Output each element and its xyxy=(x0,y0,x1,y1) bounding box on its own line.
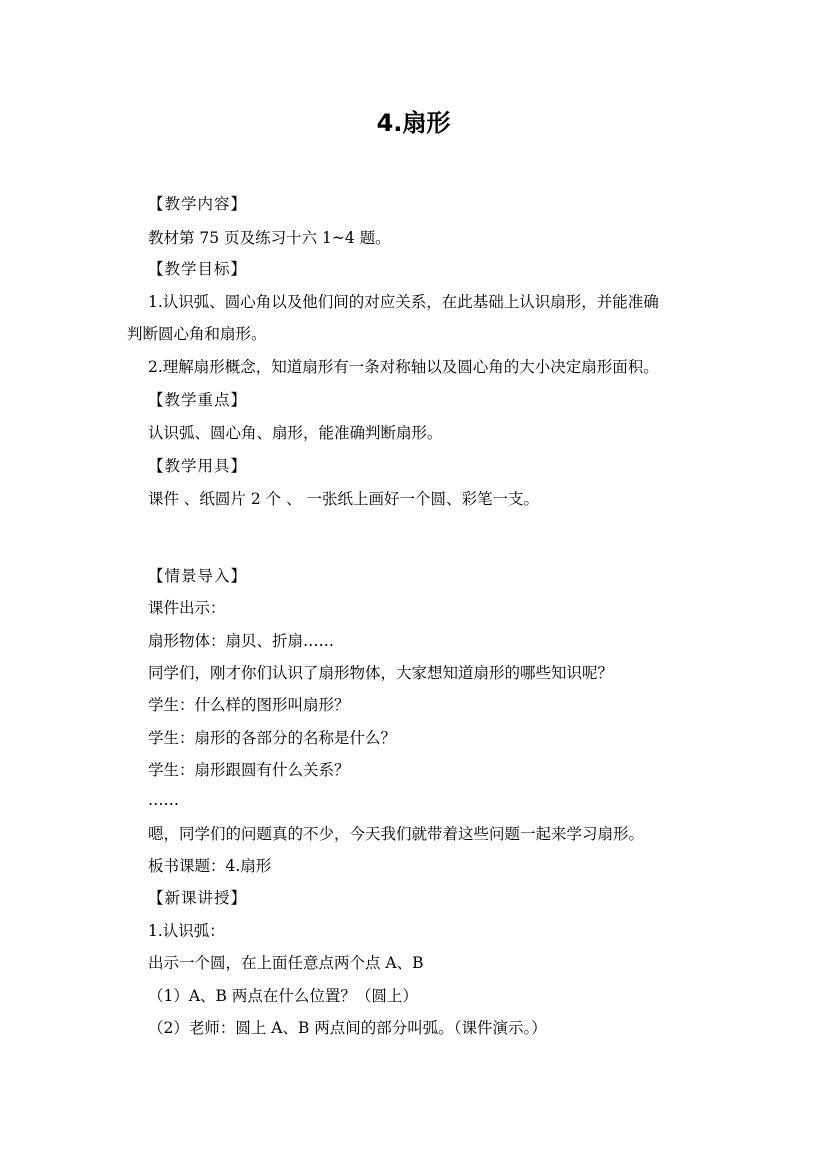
lesson-line: （1）A、B 两点在什么位置？（圆上） xyxy=(148,987,418,1005)
section-heading-focus: 【教学重点】 xyxy=(148,391,248,409)
section-heading-content: 【教学内容】 xyxy=(148,195,248,213)
goal-2: 2.理解扇形概念，知道扇形有一条对称轴以及圆心角的大小决定扇形面积。 xyxy=(148,358,659,376)
intro-line: 课件出示： xyxy=(148,599,226,617)
section-heading-intro: 【情景导入】 xyxy=(148,567,248,585)
intro-line: 学生：扇形跟圆有什么关系？ xyxy=(148,761,350,779)
intro-line: 板书课题：4.扇形 xyxy=(148,857,272,875)
intro-line: 同学们，刚才你们认识了扇形物体，大家想知道扇形的哪些知识呢？ xyxy=(148,664,614,682)
goal-1-line-2: 判断圆心角和扇形。 xyxy=(127,325,267,343)
focus-text: 认识弧、圆心角、扇形，能准确判断扇形。 xyxy=(148,424,443,442)
intro-line: 学生：扇形的各部分的名称是什么？ xyxy=(148,729,397,747)
content-text: 教材第 75 页及练习十六 1~4 题。 xyxy=(148,229,391,247)
intro-line: …… xyxy=(148,791,179,809)
goal-1-line-1: 1.认识弧、圆心角以及他们间的对应关系，在此基础上认识扇形，并能准确 xyxy=(148,293,659,311)
page-title: 4.扇形 xyxy=(376,109,451,137)
intro-line: 嗯，同学们的问题真的不少，今天我们就带着这些问题一起来学习扇形。 xyxy=(148,825,645,843)
section-heading-tools: 【教学用具】 xyxy=(148,457,248,475)
tools-text: 课件 、纸圆片 2 个 、 一张纸上画好一个圆、彩笔一支。 xyxy=(148,490,539,508)
lesson-line: 出示一个圆，在上面任意点两个点 A、B xyxy=(148,954,424,972)
section-heading-new-lesson: 【新课讲授】 xyxy=(148,889,248,907)
section-heading-goals: 【教学目标】 xyxy=(148,260,248,278)
lesson-line: （2）老师：圆上 A、B 两点间的部分叫弧。（课件演示。） xyxy=(148,1019,547,1037)
lesson-line: 1.认识弧： xyxy=(148,922,225,940)
intro-line: 扇形物体：扇贝、折扇…… xyxy=(148,632,335,650)
intro-line: 学生：什么样的图形叫扇形？ xyxy=(148,696,350,714)
